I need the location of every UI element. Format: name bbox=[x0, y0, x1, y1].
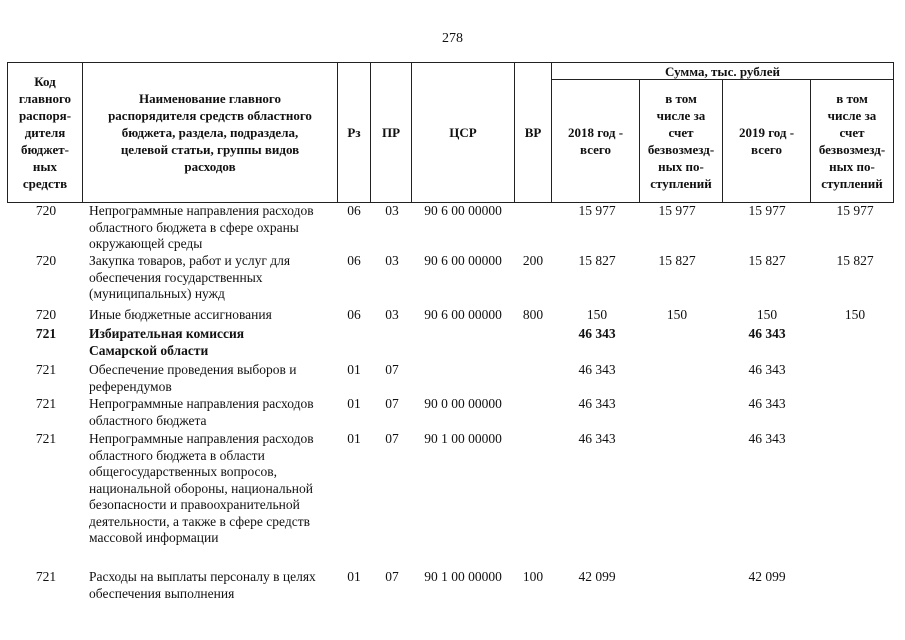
row-code: 720 bbox=[35, 203, 57, 218]
table-row bbox=[7, 307, 894, 326]
row-2019-total: 46 343 bbox=[748, 362, 786, 377]
row-pr: 07 bbox=[385, 569, 399, 584]
row-pr: 03 bbox=[385, 253, 399, 268]
row-2019-bezv: 150 bbox=[844, 307, 866, 322]
row-name: Избирательная комиссия Самарской области bbox=[89, 326, 245, 358]
row-pr: 03 bbox=[385, 307, 399, 322]
row-code: 721 bbox=[35, 569, 57, 584]
header-vr: ВР bbox=[514, 62, 552, 203]
row-csr: 90 1 00 00000 bbox=[424, 431, 502, 446]
row-2019-total: 42 099 bbox=[748, 569, 786, 584]
table-row bbox=[7, 362, 894, 396]
table-header bbox=[7, 62, 894, 203]
row-code: 721 bbox=[35, 362, 57, 377]
row-name: Расходы на выплаты персоналу в целях обеспечения выполнения bbox=[89, 569, 316, 601]
header-pr: ПР bbox=[370, 62, 412, 203]
row-rz: 06 bbox=[347, 203, 361, 218]
row-2019-total: 15 977 bbox=[748, 203, 786, 218]
row-vr: 800 bbox=[522, 307, 544, 322]
row-vr: 100 bbox=[522, 569, 544, 584]
row-2019-total: 46 343 bbox=[748, 326, 786, 341]
row-2018-total: 46 343 bbox=[578, 362, 616, 377]
row-2018-total: 150 bbox=[586, 307, 608, 322]
row-code: 720 bbox=[35, 253, 57, 268]
table-body bbox=[7, 203, 894, 605]
table-row bbox=[7, 253, 894, 307]
row-csr: 90 6 00 00000 bbox=[424, 253, 502, 268]
row-pr: 07 bbox=[385, 431, 399, 446]
row-2019-bezv: 15 827 bbox=[836, 253, 874, 268]
header-rz: Рз bbox=[337, 62, 371, 203]
row-name: Непрограммные направления расходов областного бюджета bbox=[89, 396, 314, 428]
row-name: Иные бюджетные ассигнования bbox=[89, 307, 272, 322]
table-row bbox=[7, 569, 894, 605]
row-2018-total: 42 099 bbox=[578, 569, 616, 584]
row-2018-bezv: 15 977 bbox=[658, 203, 696, 218]
row-name: Непрограммные направления расходов областного бюджета в сфере охраны окружающей среды bbox=[89, 203, 314, 251]
row-2018-total: 46 343 bbox=[578, 431, 616, 446]
header-name: Наименование главного распорядителя средств областного бюджета, раздела, подраздела, целевой статьи, группы видов расходов bbox=[82, 62, 338, 203]
row-2019-total: 46 343 bbox=[748, 431, 786, 446]
row-rz: 01 bbox=[347, 362, 361, 377]
row-pr: 03 bbox=[385, 203, 399, 218]
table-row bbox=[7, 326, 894, 362]
row-name: Закупка товаров, работ и услуг для обеспечения государственных (муниципальных) нужд bbox=[89, 253, 291, 301]
row-2019-total: 15 827 bbox=[748, 253, 786, 268]
header-2019-bezv: в том числе за счет безвозмезд-ных по-ступлений bbox=[810, 79, 894, 203]
row-name: Непрограммные направления расходов областного бюджета в области общегосударственных вопросов, национальной обороны, национальной безопасности и правоохранительной деятельности, а также в сфере средств массовой информации bbox=[89, 431, 314, 545]
row-2019-total: 46 343 bbox=[748, 396, 786, 411]
row-code: 720 bbox=[35, 307, 57, 322]
row-pr: 07 bbox=[385, 362, 399, 377]
row-csr: 90 1 00 00000 bbox=[424, 569, 502, 584]
row-2018-total: 46 343 bbox=[578, 326, 616, 341]
header-code: Код главного распоря-дителя бюджет-ных средств bbox=[7, 62, 83, 203]
row-rz: 01 bbox=[347, 569, 361, 584]
row-name: Обеспечение проведения выборов и референдумов bbox=[89, 362, 297, 394]
row-csr: 90 0 00 00000 bbox=[424, 396, 502, 411]
header-2018-total: 2018 год - всего bbox=[551, 79, 640, 203]
row-code: 721 bbox=[35, 431, 57, 446]
row-rz: 06 bbox=[347, 253, 361, 268]
row-2018-bezv: 150 bbox=[666, 307, 688, 322]
row-2018-total: 15 977 bbox=[578, 203, 616, 218]
row-pr: 07 bbox=[385, 396, 399, 411]
row-rz: 01 bbox=[347, 431, 361, 446]
row-2018-total: 46 343 bbox=[578, 396, 616, 411]
table-row bbox=[7, 203, 894, 253]
header-sum: Сумма, тыс. рублей bbox=[551, 62, 894, 80]
row-code: 721 bbox=[35, 326, 57, 341]
row-code: 721 bbox=[35, 396, 57, 411]
row-vr: 200 bbox=[522, 253, 544, 268]
row-2019-total: 150 bbox=[756, 307, 778, 322]
header-2018-bezv: в том числе за счет безвозмезд-ных по-ступлений bbox=[639, 79, 723, 203]
page-number: 278 bbox=[442, 31, 463, 46]
row-2018-total: 15 827 bbox=[578, 253, 616, 268]
row-2019-bezv: 15 977 bbox=[836, 203, 874, 218]
table-row bbox=[7, 431, 894, 569]
row-rz: 06 bbox=[347, 307, 361, 322]
row-2018-bezv: 15 827 bbox=[658, 253, 696, 268]
row-csr: 90 6 00 00000 bbox=[424, 307, 502, 322]
row-csr: 90 6 00 00000 bbox=[424, 203, 502, 218]
header-csr: ЦСР bbox=[411, 62, 515, 203]
header-2019-total: 2019 год - всего bbox=[722, 79, 811, 203]
table-row bbox=[7, 396, 894, 431]
row-rz: 01 bbox=[347, 396, 361, 411]
